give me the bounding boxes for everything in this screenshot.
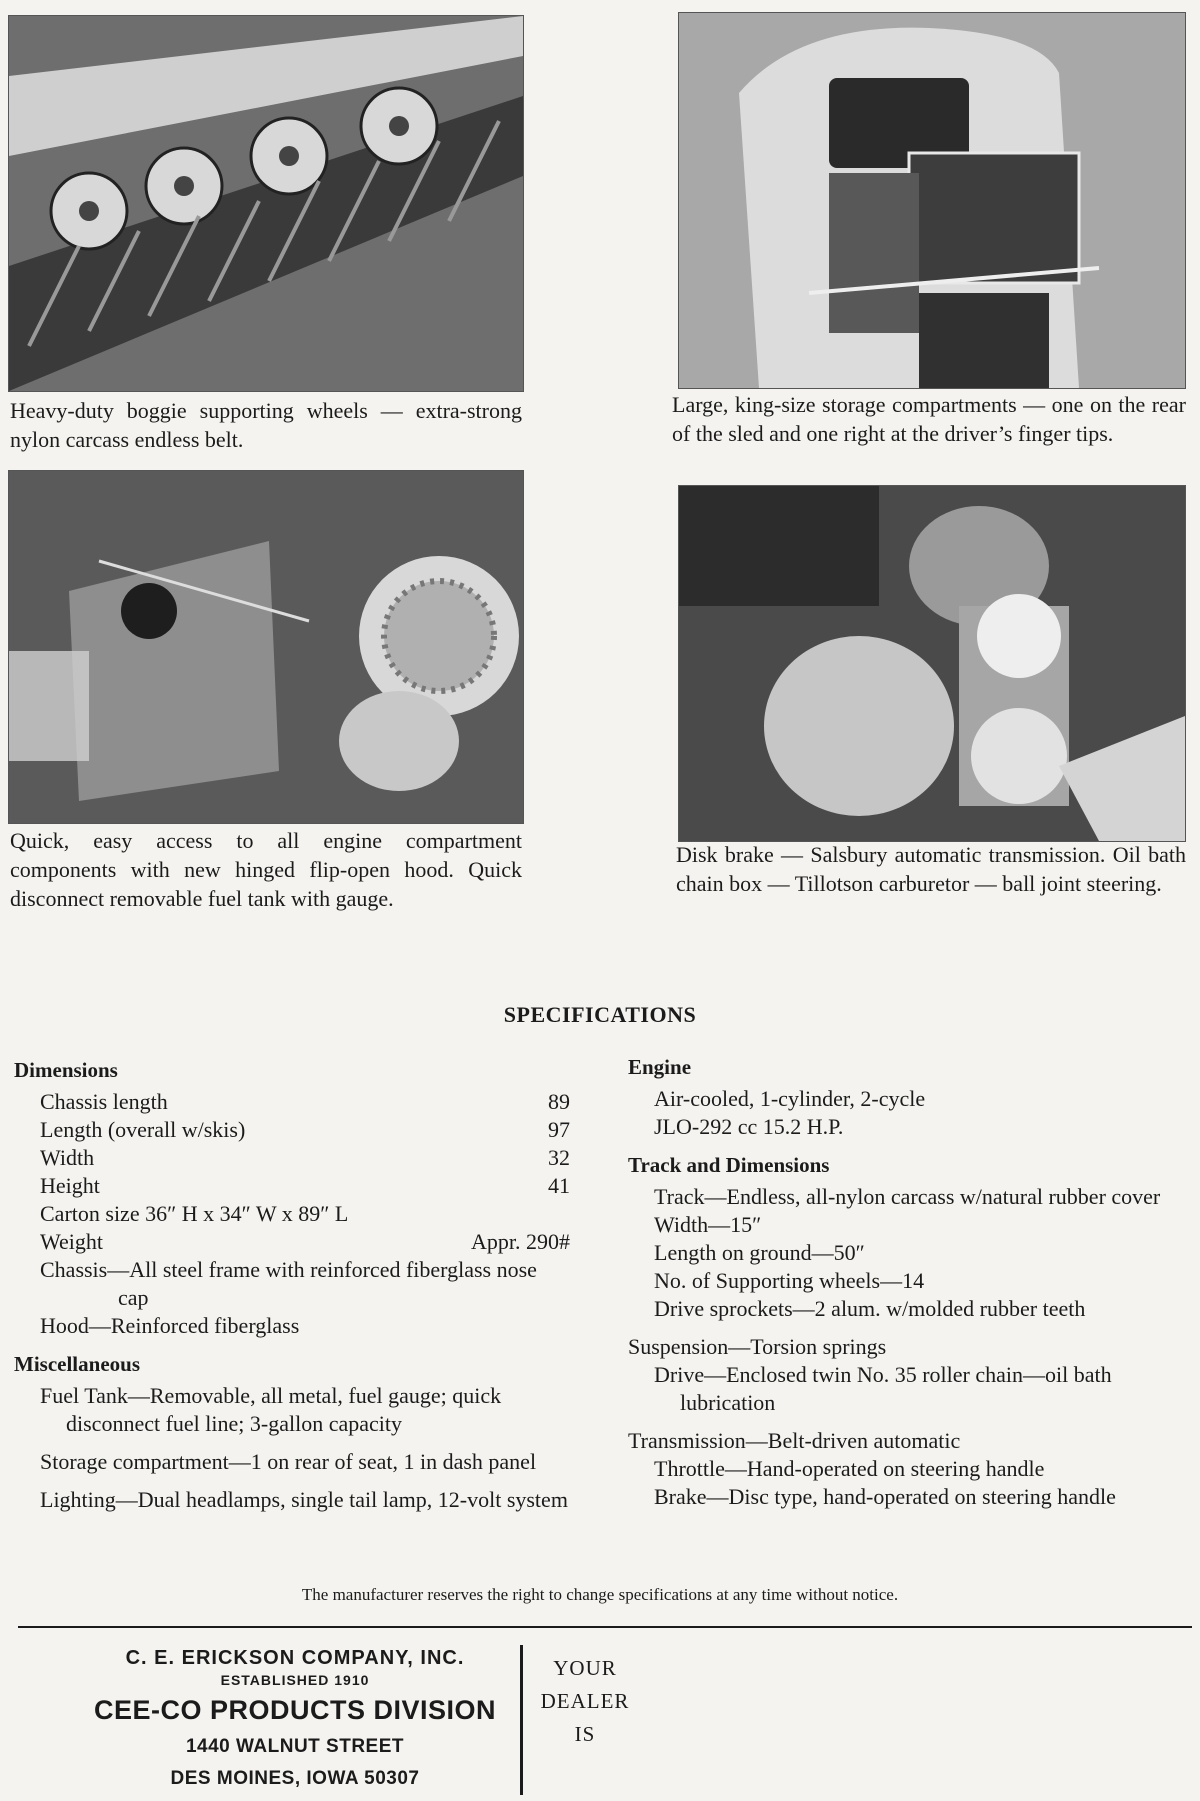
drive-spec: Drive—Enclosed twin No. 35 roller chain—oil bath lubrication (654, 1362, 1112, 1415)
spec-value: 32 (548, 1145, 570, 1170)
spec-label: Width (40, 1145, 95, 1170)
division-name: CEE-CO PRODUCTS DIVISION (93, 1695, 497, 1725)
company-established: ESTABLISHED 1910 (220, 1672, 370, 1688)
spec-row (14, 1172, 570, 1200)
boggie-wheels-caption: Heavy-duty boggie supporting wheels — extra-strong nylon carcass endless belt. (10, 398, 522, 452)
spec-value: 41 (548, 1173, 570, 1198)
storage-compartments-caption: Large, king-size storage compartments — one on the rear of the sled and one right at the driver’s finger tips. (672, 392, 1186, 446)
chassis-spec: Chassis—All steel frame with reinforced fiberglass nose cap (40, 1257, 537, 1310)
boggie-wheels-photo (8, 15, 524, 392)
transmission-spec: Transmission—Belt-driven automatic (628, 1428, 961, 1453)
dimensions-heading: Dimensions (14, 1058, 118, 1082)
supporting-wheels-spec: No. of Supporting wheels—14 (654, 1268, 925, 1293)
specs-right-column (628, 1053, 1188, 1511)
spec-row (14, 1116, 570, 1144)
brake-spec: Brake—Disc type, hand-operated on steering handle (654, 1484, 1116, 1509)
weight-row (14, 1228, 570, 1256)
vertical-divider (520, 1645, 523, 1795)
spec-row (14, 1088, 570, 1116)
hood-spec: Hood—Reinforced fiberglass (40, 1313, 300, 1338)
notice-text: The manufacturer reserves the right to change specifications at any time without notice. (301, 1585, 899, 1604)
spec-label: Length (overall w/skis) (40, 1117, 246, 1142)
spec-value: Appr. 290# (471, 1229, 570, 1254)
miscellaneous-heading: Miscellaneous (14, 1352, 140, 1376)
company-name: C. E. ERICKSON COMPANY, INC. (125, 1647, 465, 1669)
track-length-spec: Length on ground—50″ (654, 1240, 865, 1265)
spec-label: Height (40, 1173, 100, 1198)
divider (18, 1626, 1192, 1628)
throttle-spec: Throttle—Hand-operated on steering handle (654, 1456, 1045, 1481)
track-spec: Track—Endless, all-nylon carcass w/natural rubber cover (654, 1184, 1161, 1209)
track-width-spec: Width—15″ (654, 1212, 762, 1237)
lighting-spec: Lighting—Dual headlamps, single tail lamp, 12-volt system (40, 1487, 568, 1512)
engine-heading: Engine (628, 1055, 692, 1079)
suspension-spec: Suspension—Torsion springs (628, 1334, 887, 1359)
transmission-photo (678, 485, 1186, 842)
dealer-block (535, 1652, 635, 1751)
dealer-line-3: IS (574, 1722, 596, 1746)
spec-label: Weight (40, 1229, 103, 1254)
spec-value: 89 (548, 1089, 570, 1114)
engine-compartment-photo (8, 470, 524, 824)
storage-compartments-photo (678, 12, 1186, 389)
engine-compartment-caption: Quick, easy access to all engine compartment components with new hinged flip-open hood. Quick disconnect removable fuel tank with gauge. (10, 828, 522, 911)
drive-sprockets-spec: Drive sprockets—2 alum. w/molded rubber teeth (654, 1296, 1086, 1321)
spec-value: 97 (548, 1117, 570, 1142)
storage-spec: Storage compartment—1 on rear of seat, 1 in dash panel (40, 1449, 537, 1474)
engine-line-2: JLO-292 cc 15.2 H.P. (654, 1114, 844, 1139)
company-block (80, 1645, 510, 1795)
specifications-title: SPECIFICATIONS (503, 1002, 697, 1027)
dealer-line-1: YOUR (553, 1656, 617, 1680)
fuel-tank-spec: Fuel Tank—Removable, all metal, fuel gauge; quick disconnect fuel line; 3-gallon capacity (40, 1383, 502, 1436)
engine-line-1: Air-cooled, 1-cylinder, 2-cycle (654, 1086, 926, 1111)
specs-left-column (14, 1056, 570, 1514)
street-address: 1440 WALNUT STREET (185, 1736, 405, 1757)
dealer-line-2: DEALER (540, 1689, 630, 1713)
city-address: DES MOINES, IOWA 50307 (170, 1768, 420, 1789)
carton-size: Carton size 36″ H x 34″ W x 89″ L (40, 1201, 349, 1226)
spec-label: Chassis length (40, 1089, 168, 1114)
track-heading: Track and Dimensions (628, 1153, 830, 1177)
spec-row (14, 1144, 570, 1172)
transmission-caption: Disk brake — Salsbury automatic transmission. Oil bath chain box — Tillotson carburetor — ball joint steering. (676, 842, 1186, 896)
